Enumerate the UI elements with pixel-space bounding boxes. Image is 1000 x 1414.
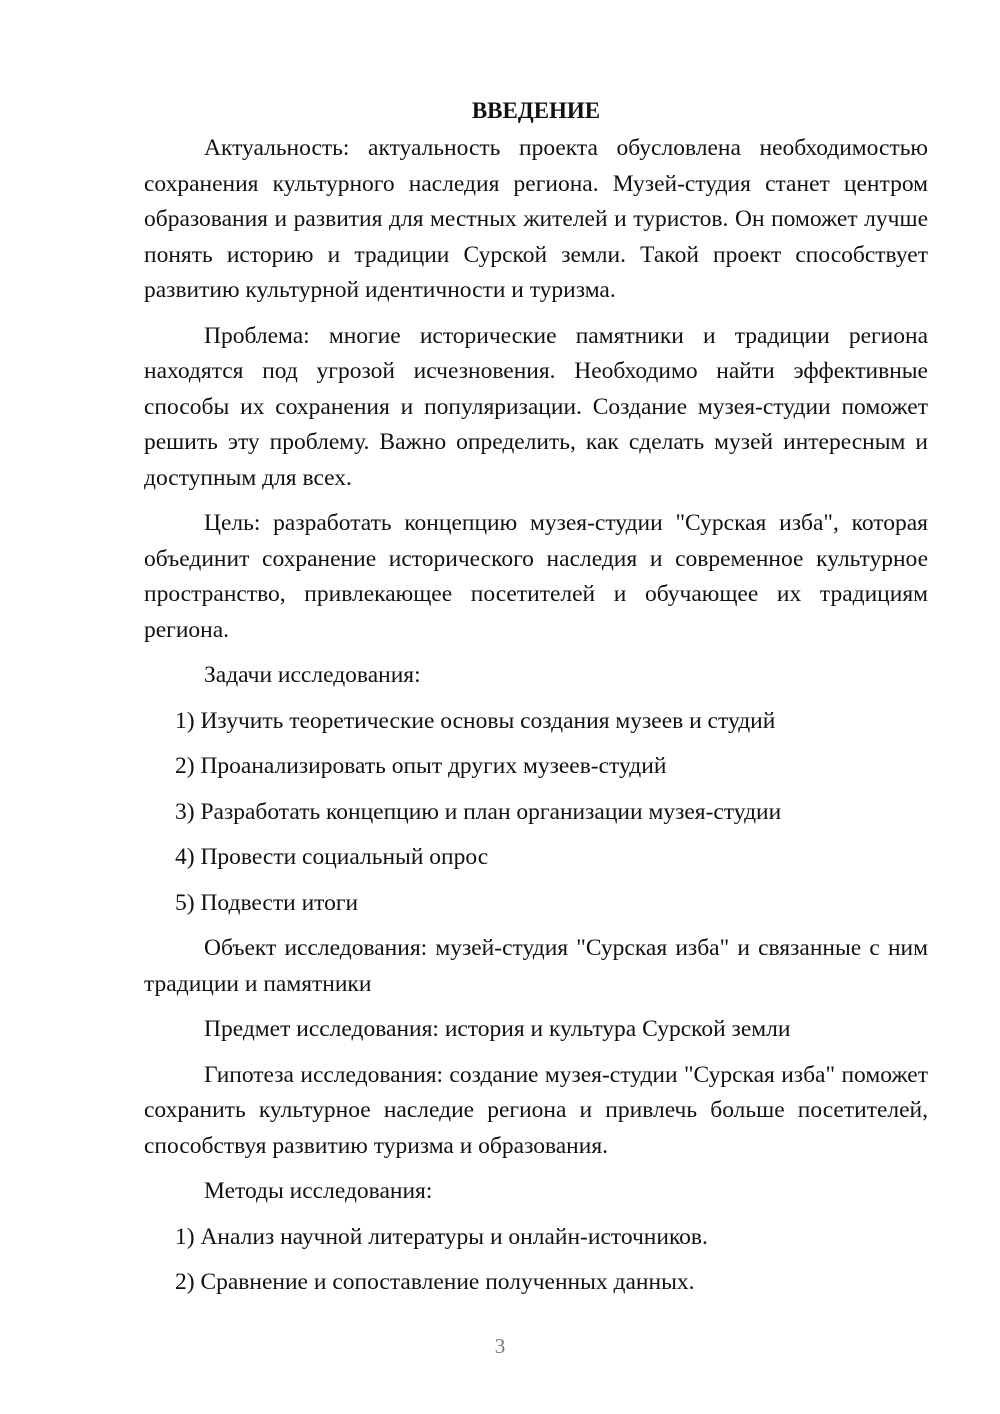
- task-item: 4) Провести социальный опрос: [175, 844, 489, 870]
- tasks-list: [144, 704, 928, 922]
- method-item: 1) Анализ научной литературы и онлайн-источников.: [175, 1223, 708, 1250]
- task-item: 1) Изучить теоретические основы создания музеев и студий: [175, 707, 776, 734]
- task-item: 3) Разработать концепцию и план организации музея-студии: [175, 798, 782, 825]
- method-item: 2) Сравнение и сопоставление полученных данных.: [175, 1269, 695, 1295]
- methods-title: Методы исследования:: [204, 1178, 433, 1204]
- problem-paragraph: Проблема: многие исторические памятники и традиции региона находятся под угрозой исчезновения. Необходимо найти эффективные способы их сохранения и популяризации. Создание музея-студии поможет решить эту проблему. Важно определить, как сделать музей интересным и доступным для всех.: [144, 322, 928, 491]
- relevance-paragraph: Актуальность: актуальность проекта обусловлена необходимостью сохранения культурного наследия региона. Музей-студия станет центром образования и развития для местных жителей и туристов. Он поможет лучше понять историю и традиции Сурской земли. Такой проект способствует развитию культурной идентичности и туризма.: [144, 135, 928, 303]
- hypothesis-paragraph: Гипотеза исследования: создание музея-студии "Сурская изба" поможет сохранить культурное наследие региона и привлечь больше посетителей, способствуя развитию туризма и образования.: [144, 1061, 928, 1159]
- tasks-title: Задачи исследования:: [204, 662, 421, 688]
- goal-paragraph: Цель: разработать концепцию музея-студии "Сурская изба", которая объединит сохранение исторического наследия и современное культурное пространство, привлекающее посетителей и обучающее их традициям региона.: [144, 510, 928, 643]
- task-item: 5) Подвести итоги: [175, 889, 359, 916]
- section-heading: ВВЕДЕНИЕ: [471, 98, 601, 123]
- task-item: 2) Проанализировать опыт других музеев-студий: [175, 753, 667, 779]
- object-paragraph: Объект исследования: музей-студия "Сурская изба" и связанные с ним традиции и памятники: [144, 935, 928, 997]
- page-number: 3: [494, 1334, 506, 1358]
- methods-list: [144, 1220, 928, 1301]
- page-body: [144, 96, 928, 1311]
- subject-paragraph: Предмет исследования: история и культура Сурской земли: [204, 1016, 791, 1042]
